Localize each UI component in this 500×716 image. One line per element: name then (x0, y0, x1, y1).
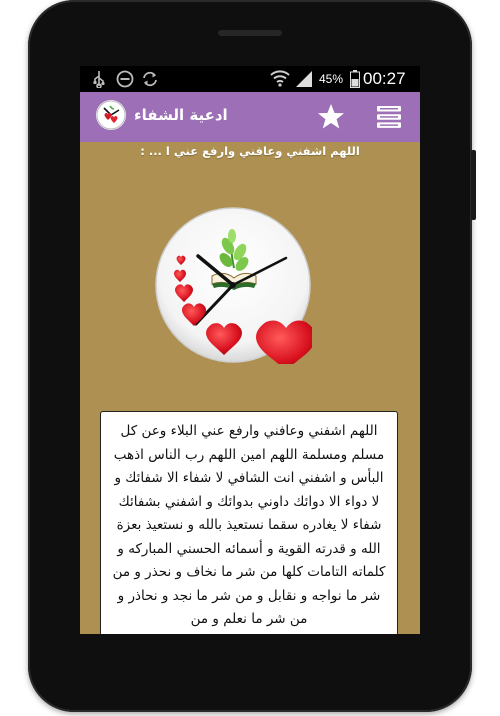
app-bar (80, 92, 420, 142)
phone-side-button (471, 150, 476, 220)
screen (80, 66, 420, 634)
do-not-disturb-icon (116, 70, 134, 92)
app-title: ادعية الشفاء (134, 106, 228, 124)
clock: 00:27 (363, 69, 406, 88)
sync-icon (141, 70, 159, 92)
battery-percent: 45% (319, 72, 344, 86)
star-icon[interactable] (316, 102, 346, 132)
status-bar (80, 66, 420, 92)
prayer-text-card[interactable] (100, 411, 398, 634)
phone-speaker (218, 30, 282, 36)
clock-hearts-emblem (154, 206, 312, 364)
usb-icon (92, 70, 106, 92)
menu-icon[interactable] (376, 104, 402, 130)
signal-icon (294, 70, 314, 92)
battery-icon (350, 70, 360, 92)
app-logo-icon[interactable] (96, 100, 126, 130)
wifi-icon (270, 69, 290, 91)
prayer-text: اللهم اشفني وعافني وارفع عني البلاء وعن كل مسلم ومسلمة اللهم امين اللهم رب الناس اذهب البأس و اشفني انت الشافي لا شفاء الا شفائك و لا دواء الا دوائك داوني بدوائك و اشفني بشفائك شفاء لا يغادره سقما نستعيذ بالله و نستعيذ بعزة الله و قدرته القوية و أسمائه الحسني المباركه و كلماته التامات كلها من شر ما نخاف و نحذر و من شر ما نواجه و نقابل و من شر ما نجد و نحاذر و من شر ما نعلم و من (112, 423, 386, 627)
prayer-subtitle: اللهم اشفني وعافني وارفع عني ا ... : (140, 144, 360, 158)
